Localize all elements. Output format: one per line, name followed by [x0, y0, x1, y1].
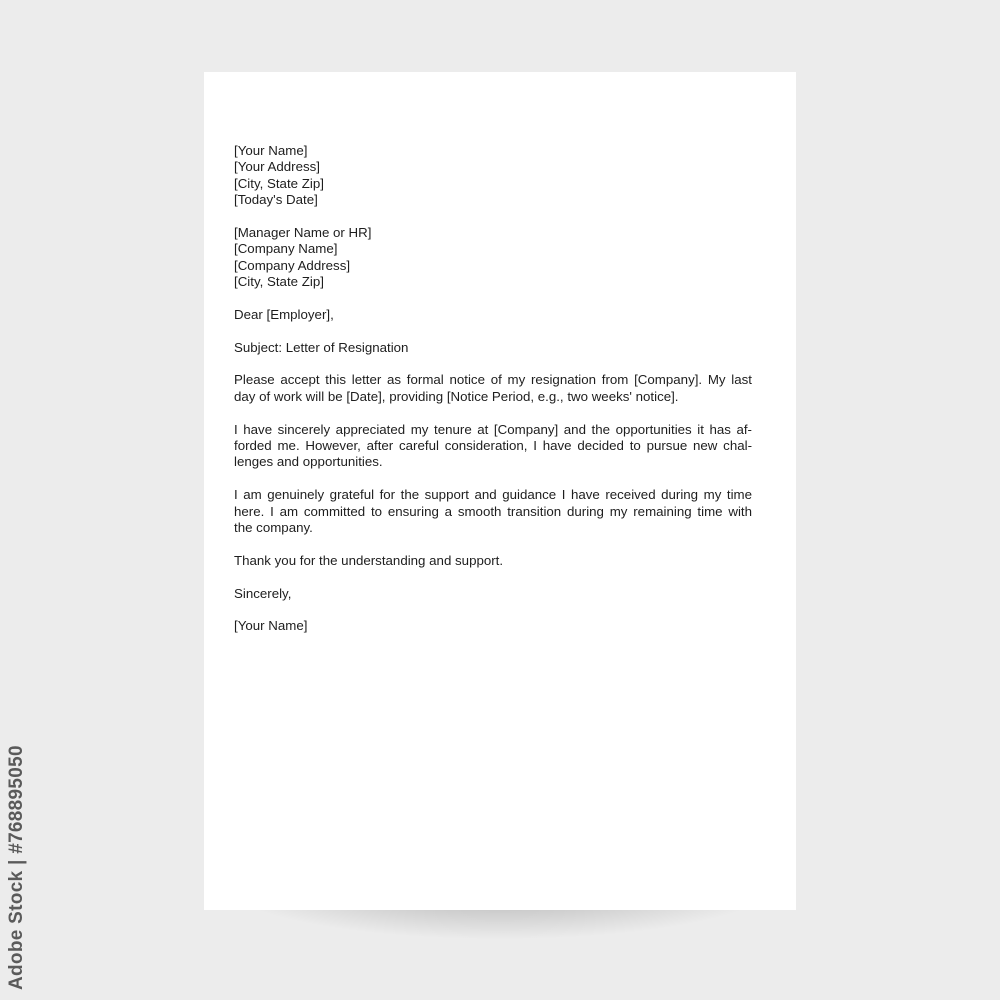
paragraph-notice — [234, 372, 752, 405]
paragraph-line: here. I am committed to ensuring a smooth transition during my remaining time with — [234, 503, 752, 519]
paragraph-gratitude — [234, 487, 752, 536]
paragraph-thanks: Thank you for the understanding and support. — [234, 552, 504, 568]
paragraph-line: day of work will be [Date], providing [Notice Period, e.g., two weeks' notice]. — [234, 388, 679, 404]
recipient-line: [City, State Zip] — [234, 274, 324, 290]
sender-block — [234, 143, 752, 209]
paragraph-line: forded me. However, after careful consideration, I have decided to pursue new chal- — [234, 438, 752, 454]
letter-page — [204, 72, 796, 910]
subject-line: Subject: Letter of Resignation — [234, 339, 409, 355]
paragraph-appreciation — [234, 422, 752, 471]
paragraph-line: lenges and opportunities. — [234, 454, 383, 470]
salutation: Dear [Employer], — [234, 306, 334, 322]
paragraph-line: I am genuinely grateful for the support and guidance I have received during my time — [234, 487, 752, 503]
stock-watermark-label: Adobe Stock | #768895050 — [6, 745, 27, 990]
paragraph-line: I have sincerely appreciated my tenure at [Company] and the opportunities it has af- — [234, 421, 752, 437]
sender-line: [Your Address] — [234, 159, 320, 175]
paragraph-line: the company. — [234, 519, 313, 535]
sender-line: [City, State Zip] — [234, 175, 324, 191]
sender-line: [Your Name] — [234, 143, 308, 158]
closing: Sincerely, — [234, 585, 292, 601]
sender-line: [Today's Date] — [234, 192, 318, 208]
recipient-line: [Company Address] — [234, 257, 351, 273]
paragraph-line: Please accept this letter as formal notice of my resignation from [Company]. My last — [234, 372, 752, 388]
signature: [Your Name] — [234, 618, 308, 634]
recipient-line: [Manager Name or HR] — [234, 224, 372, 240]
recipient-line: [Company Name] — [234, 241, 338, 257]
recipient-block — [234, 225, 752, 291]
resignation-letter — [234, 143, 752, 635]
